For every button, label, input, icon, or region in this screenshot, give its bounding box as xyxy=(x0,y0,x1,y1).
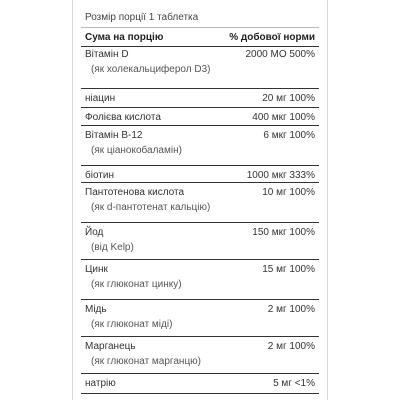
nutrient-value: 15 мг 100% xyxy=(262,264,315,275)
nutrient-row-sodium xyxy=(81,374,319,394)
nutrient-source: (як глюконат цинку) xyxy=(91,279,182,290)
nutrient-name: біотин xyxy=(85,170,114,181)
nutrient-name: Йод xyxy=(85,227,104,238)
nutrient-name: Фолієва кислота xyxy=(85,112,161,123)
nutrient-name: Мідь xyxy=(85,304,107,315)
nutrient-row-iodine xyxy=(81,223,319,260)
nutrient-value: 20 мг 100% xyxy=(262,93,315,104)
nutrient-value: 2 мг 100% xyxy=(267,304,315,315)
nutrient-row-pantothenic-acid xyxy=(81,183,319,223)
nutrient-source: (як ціанокобаламін) xyxy=(91,145,182,156)
nutrient-name: Вітамін B-12 xyxy=(85,130,143,141)
nutrient-value: 1000 мкг 333% xyxy=(246,170,315,181)
nutrient-row-vitamin-b12 xyxy=(81,126,319,166)
nutrient-source: (від Kelp) xyxy=(91,242,134,253)
nutrient-source: (як глюконат міді) xyxy=(91,319,173,330)
nutrient-source: (як глюконат марганцю) xyxy=(91,356,201,367)
table-header xyxy=(81,27,319,47)
nutrient-name: натрію xyxy=(85,378,116,389)
nutrient-value: 2 мг 100% xyxy=(267,341,315,352)
nutrient-row-biotin xyxy=(81,166,319,183)
nutrient-name: Марганець xyxy=(85,341,136,352)
nutrient-value: 2000 МО 500% xyxy=(245,49,315,60)
nutrient-value: 6 мкг 100% xyxy=(263,130,315,141)
nutrient-name: ніацин xyxy=(85,93,116,104)
nutrient-row-niacin xyxy=(81,89,319,108)
nutrient-row-copper xyxy=(81,300,319,337)
nutrient-name: Вітамін D xyxy=(85,49,129,60)
nutrient-row-folic-acid xyxy=(81,108,319,126)
serving-size: Розмір порції 1 таблетка xyxy=(85,12,199,23)
nutrient-row-manganese xyxy=(81,337,319,374)
nutrient-row-vitamin-d xyxy=(81,45,319,89)
nutrient-row-zinc xyxy=(81,260,319,300)
nutrient-source: (як d-пантотенат кальцію) xyxy=(91,202,211,213)
nutrient-source: (як холекальциферол D3) xyxy=(91,64,211,75)
nutrient-value: 400 мкг 100% xyxy=(252,112,315,123)
header-daily-value: % добової норми xyxy=(229,32,315,43)
nutrient-value: 150 мкг 100% xyxy=(252,227,315,238)
nutrient-value: 10 мг 100% xyxy=(262,187,315,198)
header-amount-per-serving: Сума на порцію xyxy=(85,32,164,43)
nutrient-value: 5 мг <1% xyxy=(273,378,315,389)
nutrient-name: Пантотенова кислота xyxy=(85,187,185,198)
nutrient-name: Цинк xyxy=(85,264,108,275)
supplement-facts-panel xyxy=(72,0,328,400)
